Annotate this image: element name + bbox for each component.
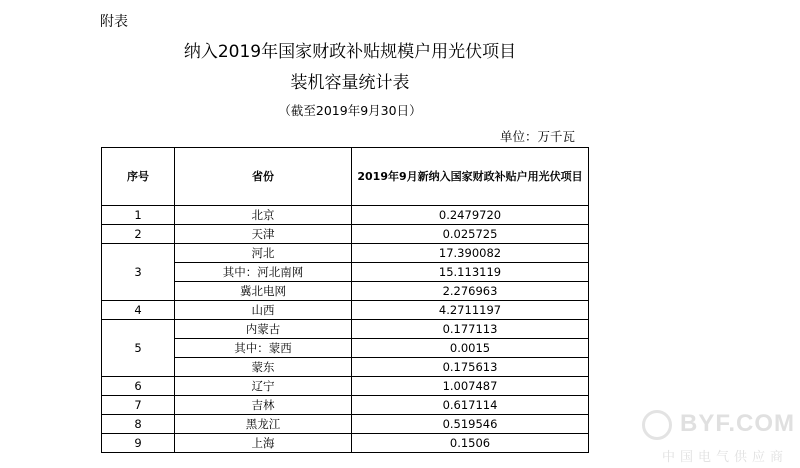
row-number: 5 xyxy=(102,320,175,377)
table-row xyxy=(102,263,589,282)
row-number: 6 xyxy=(102,377,175,396)
table-row xyxy=(102,339,589,358)
document-title: 纳入2019年国家财政补贴规模户用光伏项目 xyxy=(183,42,517,62)
row-number: 8 xyxy=(102,415,175,434)
watermark-tagline: 中国电气供应商 xyxy=(662,450,789,465)
header-no: 序号 xyxy=(102,148,175,206)
annex-label: 附表 xyxy=(100,14,128,30)
capacity-cell: 0.175613 xyxy=(352,358,589,377)
capacity-table xyxy=(101,147,589,453)
province-cell: 河北 xyxy=(175,244,352,263)
watermark-brand: BYF.COM xyxy=(680,410,795,437)
table-row xyxy=(102,396,589,415)
table-row xyxy=(102,415,589,434)
watermark xyxy=(640,410,800,468)
header-province: 省份 xyxy=(175,148,352,206)
capacity-cell: 0.519546 xyxy=(352,415,589,434)
capacity-cell: 0.2479720 xyxy=(352,206,589,225)
capacity-cell: 2.276963 xyxy=(352,282,589,301)
row-number: 4 xyxy=(102,301,175,320)
date-note: （截至2019年9月30日） xyxy=(278,103,422,118)
province-cell: 蒙东 xyxy=(175,358,352,377)
capacity-cell: 0.1506 xyxy=(352,434,589,453)
table-row xyxy=(102,320,589,339)
capacity-cell: 0.177113 xyxy=(352,320,589,339)
table-header-row xyxy=(102,148,589,206)
row-number: 7 xyxy=(102,396,175,415)
capacity-cell: 15.113119 xyxy=(352,263,589,282)
table-body xyxy=(102,206,589,453)
unit-label: 单位：万千瓦 xyxy=(500,129,576,144)
province-cell: 上海 xyxy=(175,434,352,453)
table-row xyxy=(102,206,589,225)
province-cell: 天津 xyxy=(175,225,352,244)
province-cell: 辽宁 xyxy=(175,377,352,396)
brand-logo-icon xyxy=(642,410,672,440)
table-row xyxy=(102,377,589,396)
province-cell: 内蒙古 xyxy=(175,320,352,339)
table-row xyxy=(102,282,589,301)
province-cell: 北京 xyxy=(175,206,352,225)
capacity-cell: 0.617114 xyxy=(352,396,589,415)
row-number: 2 xyxy=(102,225,175,244)
capacity-cell: 0.0015 xyxy=(352,339,589,358)
capacity-cell: 0.025725 xyxy=(352,225,589,244)
document-title-line2: 装机容量统计表 xyxy=(290,73,410,93)
table-row xyxy=(102,301,589,320)
row-number: 3 xyxy=(102,244,175,301)
province-cell: 其中：蒙西 xyxy=(175,339,352,358)
capacity-cell: 1.007487 xyxy=(352,377,589,396)
header-capacity: 2019年9月新纳入国家财政补贴户用光伏项目 xyxy=(352,148,589,206)
table-row xyxy=(102,358,589,377)
province-cell: 黑龙江 xyxy=(175,415,352,434)
row-number: 1 xyxy=(102,206,175,225)
province-cell: 吉林 xyxy=(175,396,352,415)
province-cell: 其中：河北南网 xyxy=(175,263,352,282)
table-row xyxy=(102,225,589,244)
row-number: 9 xyxy=(102,434,175,453)
table-row xyxy=(102,434,589,453)
province-cell: 冀北电网 xyxy=(175,282,352,301)
table-row xyxy=(102,244,589,263)
capacity-cell: 4.2711197 xyxy=(352,301,589,320)
capacity-cell: 17.390082 xyxy=(352,244,589,263)
province-cell: 山西 xyxy=(175,301,352,320)
